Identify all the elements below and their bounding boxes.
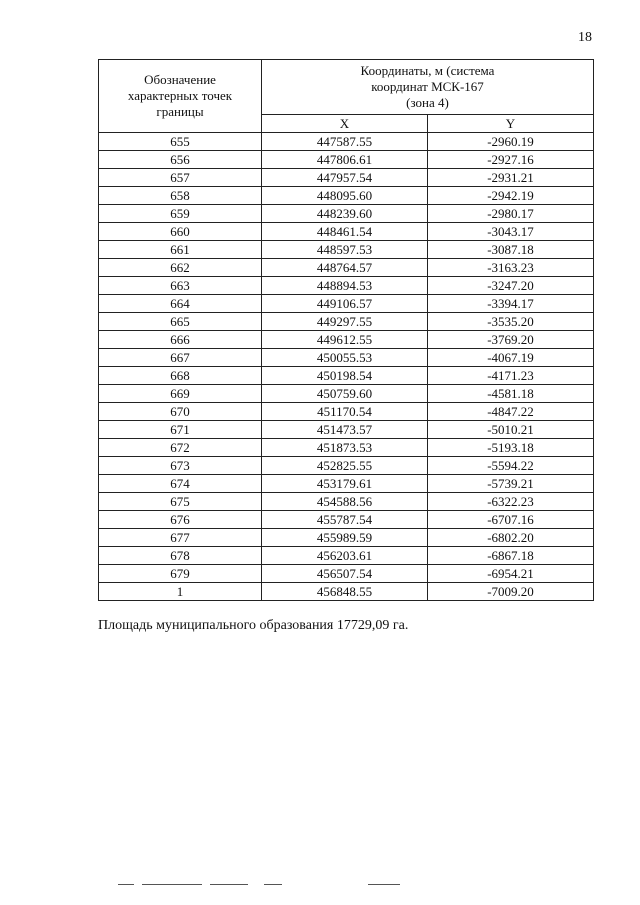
cell-x: 448095.60	[262, 187, 428, 205]
cell-x: 448239.60	[262, 205, 428, 223]
footer-mark	[368, 884, 400, 885]
cell-y: -2927.16	[428, 151, 594, 169]
table-row	[99, 151, 594, 169]
cell-y: -3247.20	[428, 277, 594, 295]
table-row	[99, 367, 594, 385]
cell-point: 657	[99, 169, 262, 187]
boundary-points-table	[98, 59, 594, 601]
table-row	[99, 331, 594, 349]
table-row	[99, 439, 594, 457]
cell-y: -3394.17	[428, 295, 594, 313]
cell-point: 667	[99, 349, 262, 367]
cell-point: 671	[99, 421, 262, 439]
cell-y: -2931.21	[428, 169, 594, 187]
cell-x: 451170.54	[262, 403, 428, 421]
cell-y: -5193.18	[428, 439, 594, 457]
table-row	[99, 511, 594, 529]
table-body	[99, 133, 594, 601]
cell-x: 455989.59	[262, 529, 428, 547]
table-row	[99, 583, 594, 601]
cell-x: 455787.54	[262, 511, 428, 529]
table-row	[99, 403, 594, 421]
cell-y: -6802.20	[428, 529, 594, 547]
cell-point: 664	[99, 295, 262, 313]
cell-y: -3043.17	[428, 223, 594, 241]
cell-y: -6954.21	[428, 565, 594, 583]
cell-point: 669	[99, 385, 262, 403]
cell-x: 451473.57	[262, 421, 428, 439]
cell-x: 453179.61	[262, 475, 428, 493]
footer-mark	[264, 884, 282, 885]
cell-y: -4171.23	[428, 367, 594, 385]
table-row	[99, 223, 594, 241]
cell-x: 447957.54	[262, 169, 428, 187]
cell-y: -6322.23	[428, 493, 594, 511]
cell-y: -3087.18	[428, 241, 594, 259]
cell-point: 670	[99, 403, 262, 421]
cell-x: 448894.53	[262, 277, 428, 295]
cell-point: 656	[99, 151, 262, 169]
cell-y: -5739.21	[428, 475, 594, 493]
cell-x: 449612.55	[262, 331, 428, 349]
footer-mark	[142, 884, 202, 885]
area-note: Площадь муниципального образования 17729,09 га.	[98, 618, 409, 633]
header-point-label: Обозначение характерных точек границы	[99, 60, 262, 133]
cell-y: -2942.19	[428, 187, 594, 205]
footer-mark	[118, 884, 134, 885]
footer-marks	[118, 884, 418, 888]
table-row	[99, 277, 594, 295]
page-number: 18	[578, 30, 592, 45]
cell-point: 677	[99, 529, 262, 547]
cell-x: 447806.61	[262, 151, 428, 169]
cell-point: 679	[99, 565, 262, 583]
table-row	[99, 385, 594, 403]
cell-point: 658	[99, 187, 262, 205]
table-row	[99, 313, 594, 331]
cell-point: 666	[99, 331, 262, 349]
table-row	[99, 349, 594, 367]
cell-x: 450759.60	[262, 385, 428, 403]
cell-point: 672	[99, 439, 262, 457]
cell-point: 674	[99, 475, 262, 493]
cell-point: 662	[99, 259, 262, 277]
cell-x: 456203.61	[262, 547, 428, 565]
table-row	[99, 457, 594, 475]
cell-y: -2960.19	[428, 133, 594, 151]
cell-point: 676	[99, 511, 262, 529]
footer-mark	[210, 884, 248, 885]
cell-x: 454588.56	[262, 493, 428, 511]
table-row	[99, 133, 594, 151]
table-row	[99, 493, 594, 511]
cell-x: 452825.55	[262, 457, 428, 475]
cell-point: 661	[99, 241, 262, 259]
table-row	[99, 565, 594, 583]
header-y: Y	[428, 115, 594, 133]
cell-point: 660	[99, 223, 262, 241]
table-row	[99, 529, 594, 547]
cell-x: 447587.55	[262, 133, 428, 151]
table-row	[99, 295, 594, 313]
cell-point: 1	[99, 583, 262, 601]
cell-y: -7009.20	[428, 583, 594, 601]
cell-y: -4067.19	[428, 349, 594, 367]
table-row	[99, 475, 594, 493]
cell-x: 451873.53	[262, 439, 428, 457]
cell-y: -2980.17	[428, 205, 594, 223]
cell-x: 450198.54	[262, 367, 428, 385]
header-coordinates: Координаты, м (система координат МСК-167 (зона 4)	[262, 60, 594, 115]
cell-point: 678	[99, 547, 262, 565]
table-row	[99, 259, 594, 277]
cell-x: 448597.53	[262, 241, 428, 259]
cell-point: 663	[99, 277, 262, 295]
cell-y: -3535.20	[428, 313, 594, 331]
cell-y: -3163.23	[428, 259, 594, 277]
cell-x: 449106.57	[262, 295, 428, 313]
cell-y: -5594.22	[428, 457, 594, 475]
cell-x: 450055.53	[262, 349, 428, 367]
table-row	[99, 421, 594, 439]
table-row	[99, 205, 594, 223]
cell-point: 665	[99, 313, 262, 331]
cell-x: 449297.55	[262, 313, 428, 331]
cell-x: 456507.54	[262, 565, 428, 583]
cell-y: -6867.18	[428, 547, 594, 565]
cell-point: 659	[99, 205, 262, 223]
cell-y: -4847.22	[428, 403, 594, 421]
table-row	[99, 547, 594, 565]
cell-y: -4581.18	[428, 385, 594, 403]
cell-point: 655	[99, 133, 262, 151]
table-row	[99, 187, 594, 205]
cell-x: 448764.57	[262, 259, 428, 277]
cell-x: 456848.55	[262, 583, 428, 601]
cell-point: 668	[99, 367, 262, 385]
cell-point: 675	[99, 493, 262, 511]
cell-point: 673	[99, 457, 262, 475]
cell-y: -3769.20	[428, 331, 594, 349]
table-row	[99, 169, 594, 187]
cell-y: -6707.16	[428, 511, 594, 529]
cell-x: 448461.54	[262, 223, 428, 241]
header-x: X	[262, 115, 428, 133]
cell-y: -5010.21	[428, 421, 594, 439]
table-row	[99, 241, 594, 259]
